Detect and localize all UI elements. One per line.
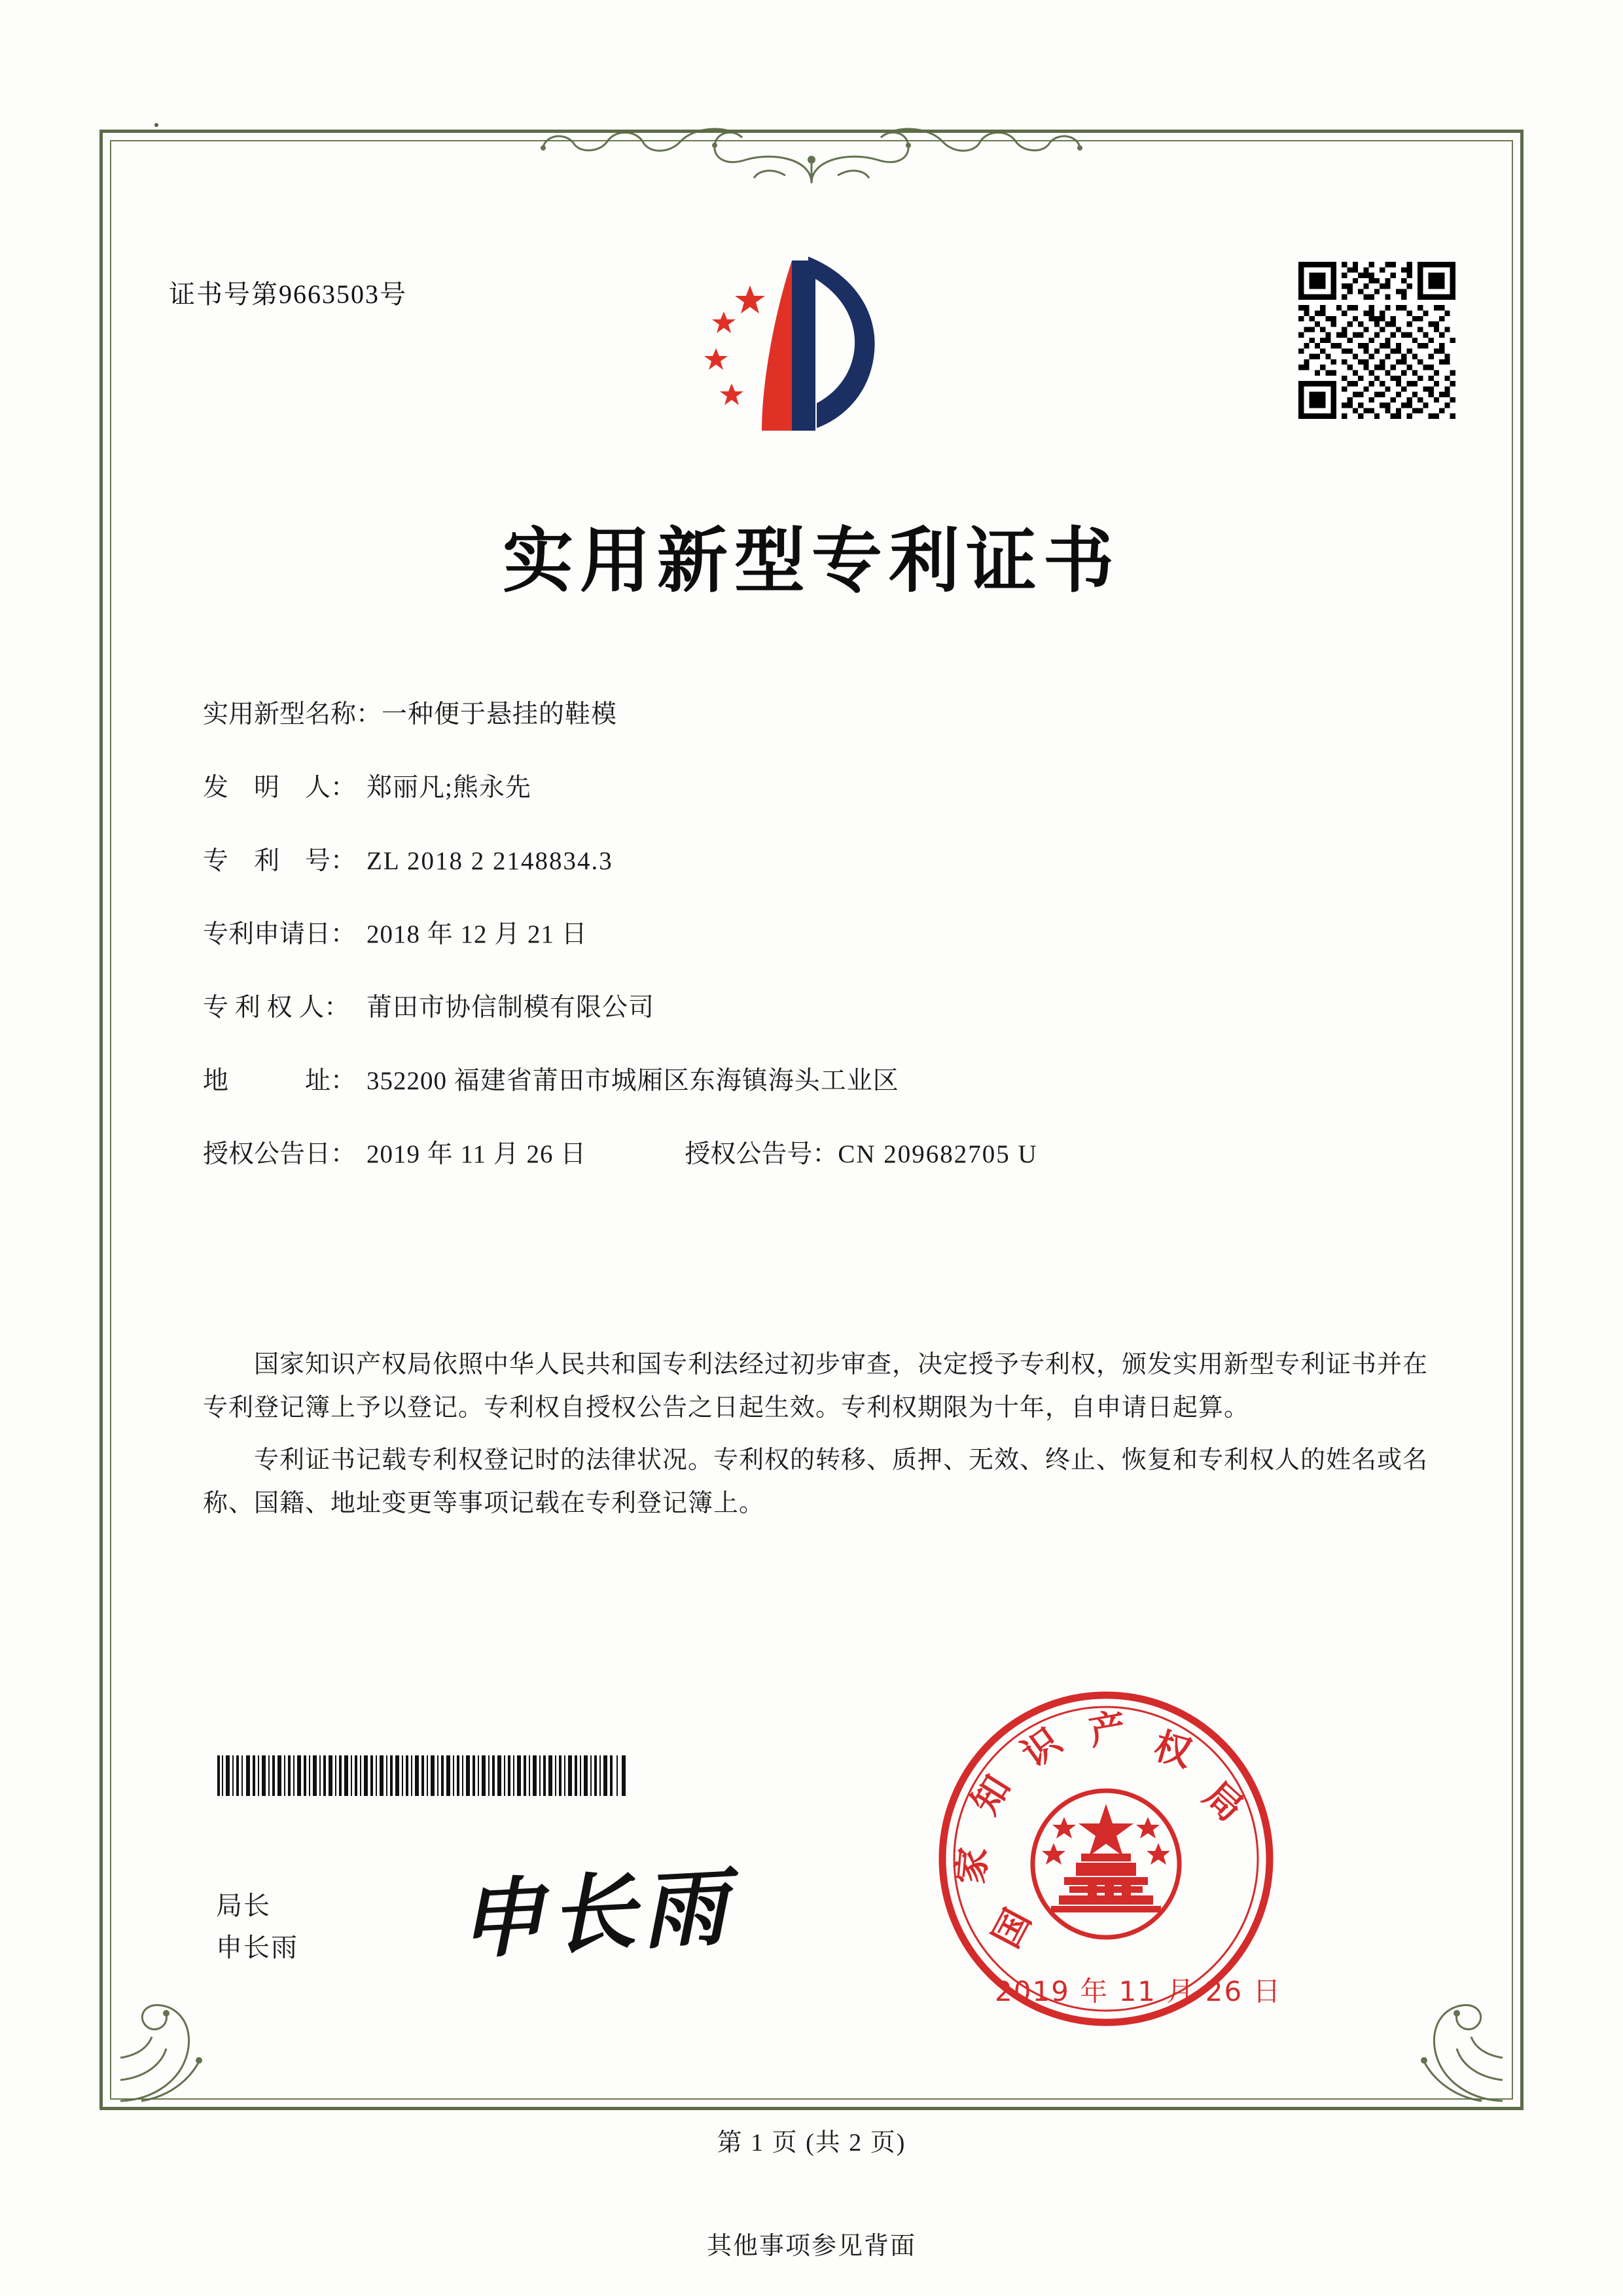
field-row-inventor xyxy=(203,767,1446,804)
field-value: 2018 年 12 月 21 日 xyxy=(366,920,588,948)
field-row-application-date xyxy=(203,914,1446,950)
field-row-utility-model-name xyxy=(203,694,1446,730)
certificate-number: 证书号第9663503号 xyxy=(169,279,407,309)
field-row-address xyxy=(203,1060,1446,1097)
field-row-announcement xyxy=(203,1134,1446,1170)
svg-text:权: 权 xyxy=(1149,1724,1196,1776)
legal-body-text xyxy=(203,1343,1428,1534)
barcode-icon xyxy=(216,1755,628,1796)
field-label: 专利申请日： xyxy=(203,920,357,948)
announcement-date-label: 授权公告日： xyxy=(203,1140,357,1168)
announcement-number-label: 授权公告号： xyxy=(685,1140,838,1168)
field-label: 发 明 人： xyxy=(203,774,357,802)
qr-code-icon xyxy=(1298,262,1455,419)
director-name: 申长雨 xyxy=(216,1933,298,1962)
announcement-date-value: 2019 年 11 月 26 日 xyxy=(366,1140,587,1168)
director-title-label: 局长 xyxy=(216,1891,271,1920)
field-value: 莆田市协信制模有限公司 xyxy=(366,994,655,1022)
page-title: 实用新型专利证书 xyxy=(502,520,1120,602)
page-number: 第 1 页 (共 2 页) xyxy=(717,2129,906,2157)
svg-text:识: 识 xyxy=(1014,1719,1069,1776)
field-value: 一种便于悬挂的鞋模 xyxy=(382,700,618,728)
field-label: 专 利 号： xyxy=(203,847,357,875)
signature-block xyxy=(216,1885,298,1969)
svg-text:家: 家 xyxy=(950,1845,995,1886)
paragraph-2: 专利证书记载专利权登记时的法律状况。专利权的转移、质押、无效、终止、恢复和专利权人的姓名或名称、国籍、地址变更等事项记载在专利登记簿上。 xyxy=(203,1446,1429,1517)
cnipa-logo-icon xyxy=(694,249,903,445)
svg-text:产: 产 xyxy=(1086,1706,1130,1754)
paragraph-1: 国家知识产权局依照中华人民共和国专利法经过初步审查，决定授予专利权，颁发实用新型专利证书并在专利登记簿上予以登记。专利权自授权公告之日起生效。专利权期限为十年，自申请日起算。 xyxy=(203,1351,1429,1422)
field-list xyxy=(203,694,1446,1207)
field-label: 地 址： xyxy=(203,1067,357,1095)
back-side-note: 其他事项参见背面 xyxy=(706,2233,916,2260)
decorative-dot xyxy=(154,123,158,127)
field-value: ZL 2018 2 2148834.3 xyxy=(366,847,613,875)
field-row-patent-number xyxy=(203,840,1446,877)
field-value: 352200 福建省莆田市城厢区东海镇海头工业区 xyxy=(366,1067,899,1095)
field-label: 实用新型名称： xyxy=(203,700,382,728)
seal-date: 2019 年 11 月 26 日 xyxy=(995,1975,1282,2007)
field-value: 郑丽凡;熊永先 xyxy=(366,774,531,802)
svg-text:国: 国 xyxy=(984,1902,1040,1955)
field-label: 专 利 权 人： xyxy=(203,994,350,1022)
field-row-patentee xyxy=(203,987,1446,1024)
svg-text:局: 局 xyxy=(1195,1774,1251,1830)
svg-text:知: 知 xyxy=(963,1768,1020,1822)
handwritten-signature: 申长雨 xyxy=(455,1856,736,1971)
announcement-number-value: CN 209682705 U xyxy=(838,1140,1038,1168)
